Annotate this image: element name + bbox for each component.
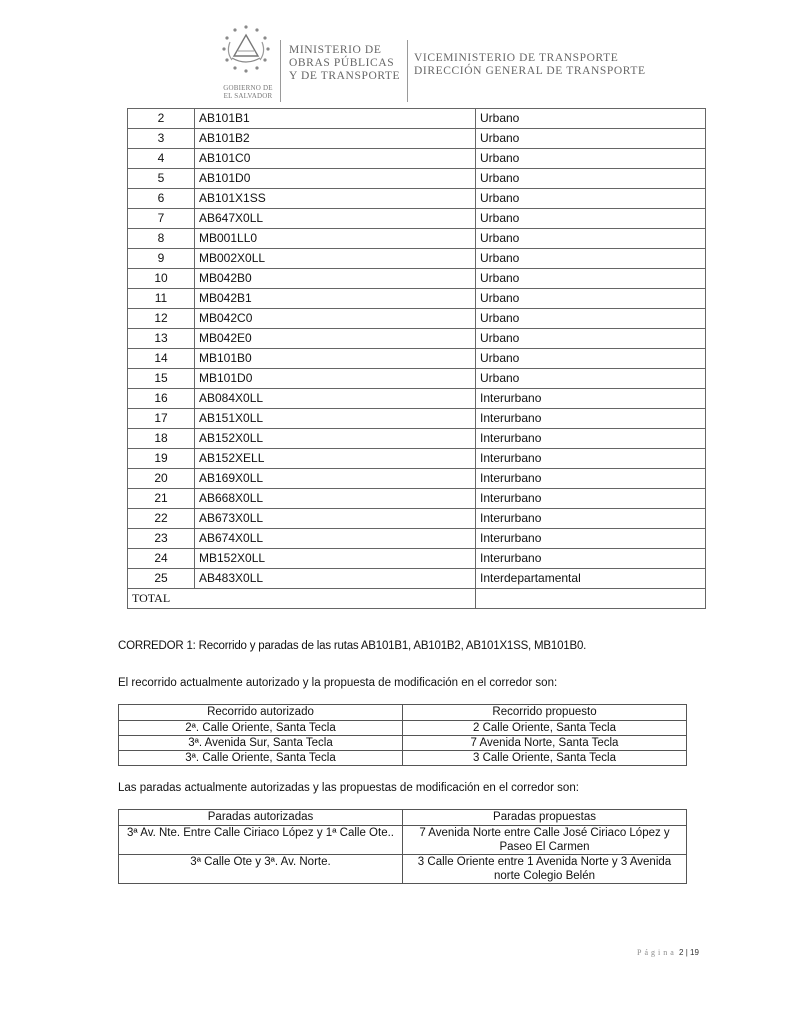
table-cell: 3ª Calle Ote y 3ª. Av. Norte. xyxy=(119,855,403,884)
government-line-2: EL SALVADOR xyxy=(223,92,273,100)
proposed-route-header: Recorrido propuesto xyxy=(403,705,687,721)
vice-ministry-line-2: DIRECCIÓN GENERAL DE TRANSPORTE xyxy=(414,65,646,77)
table-row xyxy=(128,449,706,469)
route-number-cell: 23 xyxy=(128,529,195,549)
page-word: Página xyxy=(637,948,677,957)
corridor-heading: CORREDOR 1: Recorrido y paradas de las rutas AB101B1, AB101B2, AB101X1SS, MB101B0. xyxy=(118,640,587,652)
route-type-cell: Interurbano xyxy=(476,409,706,429)
route-number-cell: 6 xyxy=(128,189,195,209)
route-code-cell: AB674X0LL xyxy=(195,529,476,549)
coat-of-arms-icon xyxy=(214,22,278,82)
table-row xyxy=(119,826,687,855)
route-number-cell: 5 xyxy=(128,169,195,189)
proposed-stops-header: Paradas propuestas xyxy=(403,810,687,826)
route-code-cell: MB042B1 xyxy=(195,289,476,309)
table-row xyxy=(119,751,687,766)
route-code-cell: AB151X0LL xyxy=(195,409,476,429)
table-row xyxy=(128,169,706,189)
route-code-cell: AB101B1 xyxy=(195,109,476,129)
route-code-cell: MB101D0 xyxy=(195,369,476,389)
route-number-cell: 2 xyxy=(128,109,195,129)
total-label: TOTAL xyxy=(128,589,476,609)
route-code-cell: AB101X1SS xyxy=(195,189,476,209)
vice-ministry-line-1: VICEMINISTERIO DE TRANSPORTE xyxy=(414,52,619,64)
route-type-cell: Urbano xyxy=(476,229,706,249)
table-header-row xyxy=(119,705,687,721)
route-type-cell: Interurbano xyxy=(476,549,706,569)
document-header xyxy=(214,22,646,100)
ministry-line-2: OBRAS PÚBLICAS xyxy=(289,57,395,69)
table-row xyxy=(128,189,706,209)
route-code-cell: AB084X0LL xyxy=(195,389,476,409)
table-row xyxy=(128,349,706,369)
route-type-cell: Interurbano xyxy=(476,389,706,409)
route-number-cell: 18 xyxy=(128,429,195,449)
table-row xyxy=(128,209,706,229)
route-type-cell: Interurbano xyxy=(476,509,706,529)
authorized-stops-header: Paradas autorizadas xyxy=(119,810,403,826)
route-code-cell: MB042E0 xyxy=(195,329,476,349)
route-type-cell: Urbano xyxy=(476,249,706,269)
route-code-cell: AB169X0LL xyxy=(195,469,476,489)
route-type-cell: Urbano xyxy=(476,149,706,169)
table-row xyxy=(128,229,706,249)
page-number: 2 xyxy=(679,948,684,957)
government-label xyxy=(216,84,280,100)
authorized-route-header: Recorrido autorizado xyxy=(119,705,403,721)
route-code-cell: MB042B0 xyxy=(195,269,476,289)
route-number-cell: 10 xyxy=(128,269,195,289)
route-number-cell: 25 xyxy=(128,569,195,589)
table-cell: 2ª. Calle Oriente, Santa Tecla xyxy=(119,721,403,736)
route-type-cell: Interurbano xyxy=(476,469,706,489)
route-number-cell: 24 xyxy=(128,549,195,569)
government-line-1: GOBIERNO DE xyxy=(223,84,273,92)
stops-intro-text: Las paradas actualmente autorizadas y las propuestas de modificación en el corredor son: xyxy=(118,782,579,794)
table-row xyxy=(128,469,706,489)
table-cell: 3ª Av. Nte. Entre Calle Ciriaco López y 1ª Calle Ote.. xyxy=(119,826,403,855)
table-row xyxy=(128,509,706,529)
table-cell: 7 Avenida Norte, Santa Tecla xyxy=(403,736,687,751)
route-type-cell: Interurbano xyxy=(476,529,706,549)
route-number-cell: 16 xyxy=(128,389,195,409)
ministry-line-1: MINISTERIO DE xyxy=(289,44,382,56)
route-intro-text: El recorrido actualmente autorizado y la propuesta de modificación en el corredor son: xyxy=(118,677,558,689)
table-row xyxy=(119,721,687,736)
route-type-cell: Interurbano xyxy=(476,449,706,469)
route-number-cell: 3 xyxy=(128,129,195,149)
header-divider xyxy=(407,40,408,102)
route-number-cell: 17 xyxy=(128,409,195,429)
route-type-cell: Urbano xyxy=(476,349,706,369)
table-row xyxy=(119,736,687,751)
route-code-cell: AB483X0LL xyxy=(195,569,476,589)
route-code-cell: MB101B0 xyxy=(195,349,476,369)
route-number-cell: 15 xyxy=(128,369,195,389)
table-row xyxy=(128,289,706,309)
ministry-name xyxy=(289,44,400,83)
table-row xyxy=(128,489,706,509)
total-value-cell xyxy=(476,589,706,609)
header-divider xyxy=(280,40,281,102)
routes-table xyxy=(127,108,706,609)
route-type-cell: Urbano xyxy=(476,269,706,289)
route-number-cell: 14 xyxy=(128,349,195,369)
table-row xyxy=(128,389,706,409)
table-row xyxy=(128,329,706,349)
route-code-cell: AB673X0LL xyxy=(195,509,476,529)
route-code-cell: AB152X0LL xyxy=(195,429,476,449)
table-row xyxy=(128,269,706,289)
route-code-cell: AB647X0LL xyxy=(195,209,476,229)
table-row xyxy=(128,409,706,429)
route-number-cell: 8 xyxy=(128,229,195,249)
table-row xyxy=(128,369,706,389)
page-separator: | xyxy=(683,948,690,957)
route-type-cell: Urbano xyxy=(476,369,706,389)
table-row xyxy=(128,149,706,169)
table-cell: 3ª. Avenida Sur, Santa Tecla xyxy=(119,736,403,751)
route-type-cell: Interurbano xyxy=(476,429,706,449)
page-footer xyxy=(637,948,699,957)
route-number-cell: 11 xyxy=(128,289,195,309)
route-comparison-table xyxy=(118,704,687,766)
route-type-cell: Urbano xyxy=(476,289,706,309)
route-number-cell: 19 xyxy=(128,449,195,469)
route-type-cell: Urbano xyxy=(476,309,706,329)
route-code-cell: MB002X0LL xyxy=(195,249,476,269)
total-row xyxy=(128,589,706,609)
table-row xyxy=(128,109,706,129)
route-type-cell: Urbano xyxy=(476,109,706,129)
route-number-cell: 9 xyxy=(128,249,195,269)
table-cell: 7 Avenida Norte entre Calle José Ciriaco López y Paseo El Carmen xyxy=(403,826,687,855)
vice-ministry-name xyxy=(414,52,646,78)
table-row xyxy=(128,569,706,589)
route-number-cell: 7 xyxy=(128,209,195,229)
total-pages: 19 xyxy=(690,948,699,957)
table-row xyxy=(128,429,706,449)
route-number-cell: 21 xyxy=(128,489,195,509)
ministry-line-3: Y DE TRANSPORTE xyxy=(289,70,401,82)
table-header-row xyxy=(119,810,687,826)
route-number-cell: 12 xyxy=(128,309,195,329)
route-code-cell: AB101B2 xyxy=(195,129,476,149)
route-number-cell: 13 xyxy=(128,329,195,349)
table-cell: 2 Calle Oriente, Santa Tecla xyxy=(403,721,687,736)
route-type-cell: Urbano xyxy=(476,169,706,189)
route-type-cell: Urbano xyxy=(476,329,706,349)
route-type-cell: Urbano xyxy=(476,189,706,209)
table-cell: 3 Calle Oriente entre 1 Avenida Norte y 3 Avenida norte Colegio Belén xyxy=(403,855,687,884)
route-code-cell: AB101D0 xyxy=(195,169,476,189)
table-row xyxy=(128,309,706,329)
table-row xyxy=(119,855,687,884)
route-code-cell: MB001LL0 xyxy=(195,229,476,249)
route-code-cell: AB152XELL xyxy=(195,449,476,469)
route-code-cell: MB042C0 xyxy=(195,309,476,329)
table-cell: 3ª. Calle Oriente, Santa Tecla xyxy=(119,751,403,766)
route-code-cell: MB152X0LL xyxy=(195,549,476,569)
route-code-cell: AB668X0LL xyxy=(195,489,476,509)
route-number-cell: 20 xyxy=(128,469,195,489)
stops-comparison-table xyxy=(118,809,687,884)
route-number-cell: 4 xyxy=(128,149,195,169)
route-code-cell: AB101C0 xyxy=(195,149,476,169)
route-type-cell: Urbano xyxy=(476,129,706,149)
route-type-cell: Urbano xyxy=(476,209,706,229)
table-cell: 3 Calle Oriente, Santa Tecla xyxy=(403,751,687,766)
route-number-cell: 22 xyxy=(128,509,195,529)
route-type-cell: Interdepartamental xyxy=(476,569,706,589)
table-row xyxy=(128,549,706,569)
table-row xyxy=(128,529,706,549)
table-row xyxy=(128,129,706,149)
table-row xyxy=(128,249,706,269)
route-type-cell: Interurbano xyxy=(476,489,706,509)
